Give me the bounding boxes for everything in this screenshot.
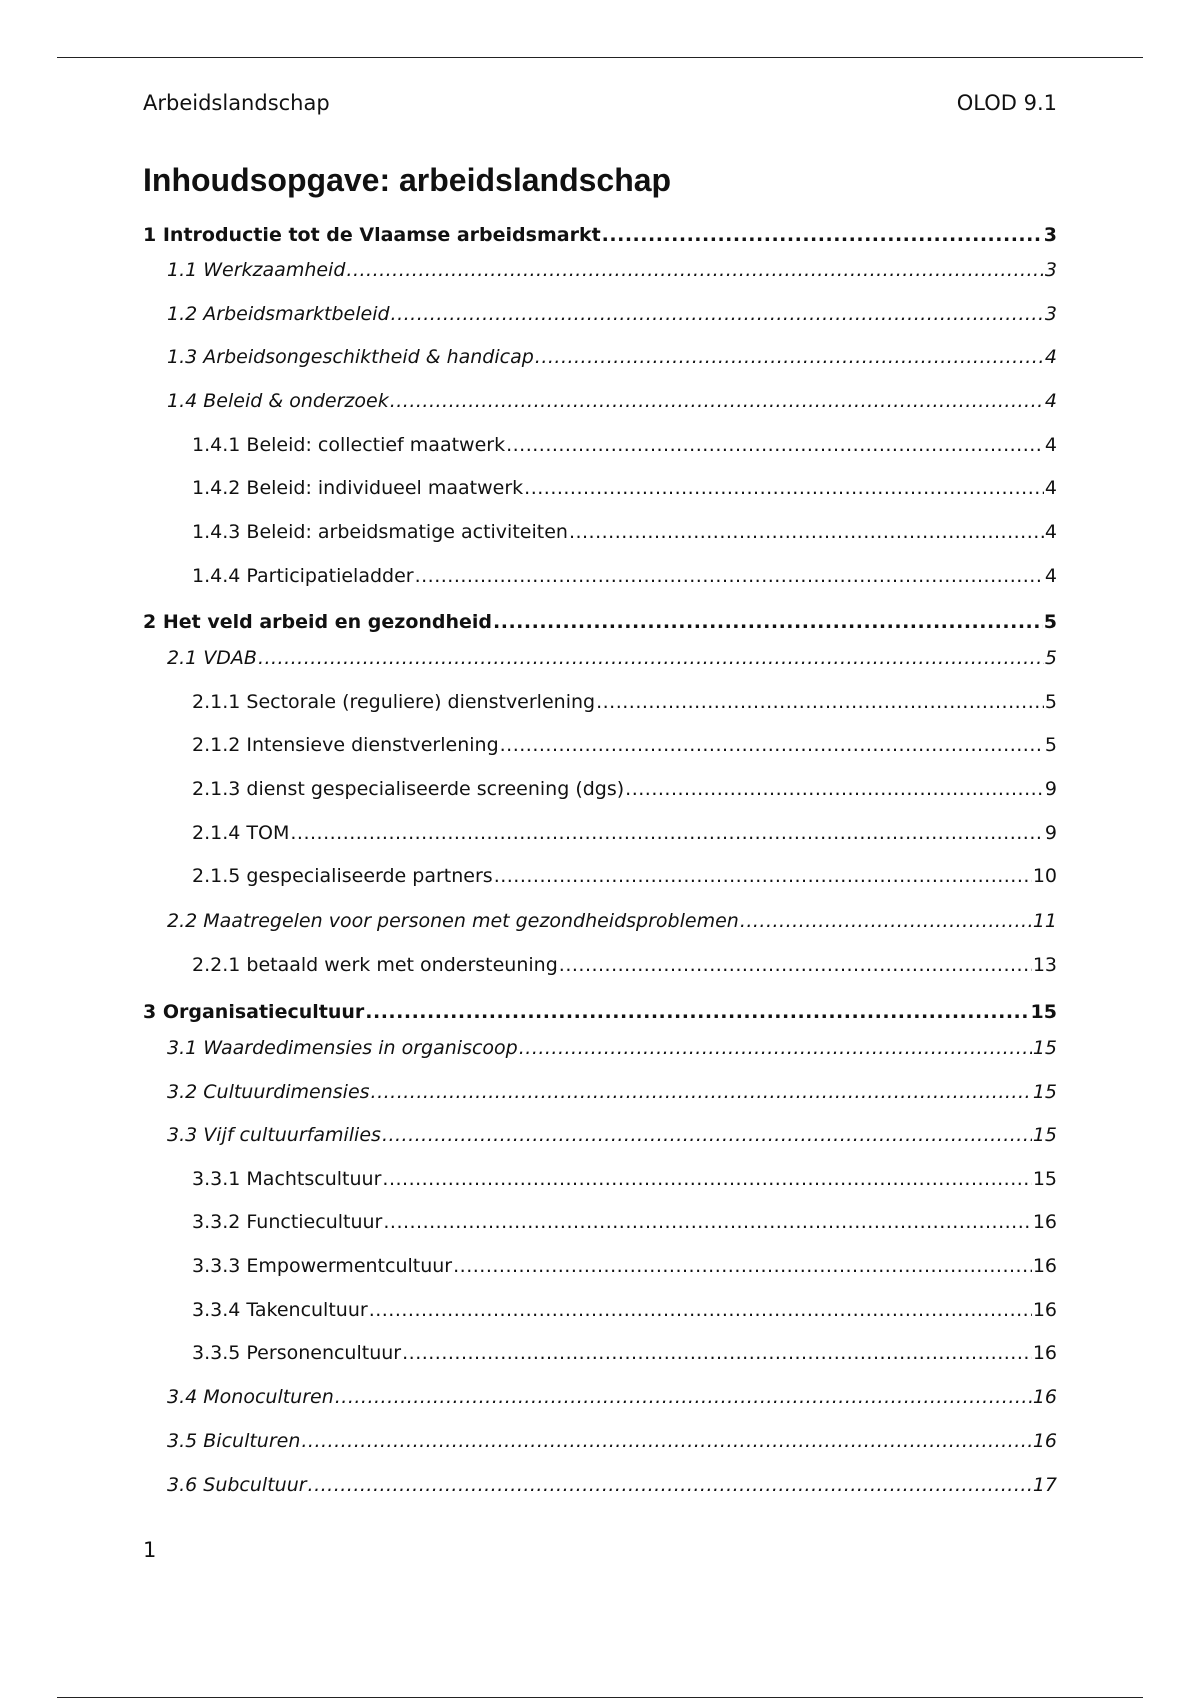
toc-dot-leader xyxy=(258,645,1044,671)
toc-dot-leader xyxy=(569,519,1044,545)
toc-entry-page: 13 xyxy=(1032,954,1057,976)
toc-entry[interactable] xyxy=(192,1209,1057,1235)
toc-entry[interactable] xyxy=(143,999,1057,1025)
toc-entry-title: Subcultuur xyxy=(203,1474,307,1496)
toc-entry[interactable] xyxy=(167,344,1057,370)
toc-entry-number: 3 xyxy=(143,1001,157,1023)
toc-dot-leader xyxy=(369,1297,1032,1323)
toc-entry-number: 1.3 xyxy=(167,346,198,368)
toc-entry[interactable] xyxy=(192,952,1057,978)
toc-entry-page: 15 xyxy=(1032,1168,1057,1190)
toc-entry-page: 16 xyxy=(1032,1430,1057,1452)
toc-dot-leader xyxy=(453,1253,1032,1279)
toc-entry-page: 4 xyxy=(1044,346,1057,368)
toc-dot-leader xyxy=(382,1122,1032,1148)
toc-entry-page: 4 xyxy=(1044,565,1057,587)
toc-entry-number: 2.1.1 xyxy=(192,691,241,713)
toc-entry-title: Beleid: collectief maatwerk xyxy=(246,434,506,456)
toc-entry-page: 15 xyxy=(1030,1001,1057,1023)
toc-dot-leader xyxy=(506,432,1044,458)
toc-entry-title: TOM xyxy=(246,822,290,844)
header-rule xyxy=(57,57,1143,58)
toc-entry-number: 3.3.2 xyxy=(192,1211,241,1233)
toc-entry[interactable] xyxy=(192,1340,1057,1366)
toc-entry[interactable] xyxy=(192,563,1057,589)
toc-entry-number: 3.3.4 xyxy=(192,1299,241,1321)
toc-entry-page: 11 xyxy=(1032,910,1057,932)
toc-entry-number: 2.1.5 xyxy=(192,865,241,887)
toc-entry[interactable] xyxy=(192,820,1057,846)
toc-entry-title: Monoculturen xyxy=(203,1386,334,1408)
header-course-code: OLOD 9.1 xyxy=(956,91,1057,115)
toc-entry[interactable] xyxy=(167,1079,1057,1105)
toc-entry-title: Empowermentcultuur xyxy=(246,1255,453,1277)
toc-entry-title: Maatregelen voor personen met gezondheidsproblemen xyxy=(203,910,739,932)
toc-entry-title: VDAB xyxy=(203,647,257,669)
toc-entry-number: 2 xyxy=(143,611,157,633)
toc-dot-leader xyxy=(290,820,1044,846)
toc-entry-page: 5 xyxy=(1043,611,1057,633)
toc-entry-title: Beleid: individueel maatwerk xyxy=(246,477,524,499)
toc-dot-leader xyxy=(500,732,1044,758)
toc-entry-number: 1.2 xyxy=(167,303,198,325)
toc-entry[interactable] xyxy=(192,432,1057,458)
toc-entry-page: 15 xyxy=(1032,1081,1057,1103)
toc-entry-number: 3.1 xyxy=(167,1037,198,1059)
toc-entry-title: Arbeidsmarktbeleid xyxy=(203,303,390,325)
toc-entry-number: 1.4.4 xyxy=(192,565,241,587)
toc-entry-page: 17 xyxy=(1032,1474,1057,1496)
toc-entry[interactable] xyxy=(167,1428,1057,1454)
footer-rule xyxy=(57,1697,1143,1698)
toc-dot-leader xyxy=(335,1384,1032,1410)
toc-entry-title: Werkzaamheid xyxy=(203,259,346,281)
toc-entry-page: 4 xyxy=(1044,434,1057,456)
toc-entry[interactable] xyxy=(167,301,1057,327)
toc-entry-page: 3 xyxy=(1044,259,1057,281)
toc-entry-page: 4 xyxy=(1044,521,1057,543)
page-header xyxy=(143,90,1057,116)
toc-dot-leader xyxy=(415,563,1044,589)
toc-dot-leader xyxy=(524,475,1044,501)
toc-entry-page: 15 xyxy=(1032,1124,1057,1146)
toc-entry[interactable] xyxy=(167,257,1057,283)
toc-entry-page: 3 xyxy=(1044,303,1057,325)
toc-entry-title: Organisatiecultuur xyxy=(162,1001,365,1023)
page-title: Inhoudsopgave: arbeidslandschap xyxy=(143,162,672,198)
toc-entry-page: 9 xyxy=(1044,778,1057,800)
toc-entry-title: Waardedimensies in organiscoop xyxy=(203,1037,518,1059)
toc-entry-number: 1.4 xyxy=(167,390,198,412)
toc-entry[interactable] xyxy=(167,1472,1057,1498)
toc-entry[interactable] xyxy=(192,475,1057,501)
toc-entry-number: 2.2.1 xyxy=(192,954,241,976)
toc-entry[interactable] xyxy=(192,732,1057,758)
toc-entry-page: 9 xyxy=(1044,822,1057,844)
toc-dot-leader xyxy=(371,1079,1032,1105)
toc-entry[interactable] xyxy=(192,689,1057,715)
toc-entry-page: 4 xyxy=(1044,477,1057,499)
toc-entry-title: Personencultuur xyxy=(246,1342,402,1364)
footer-page-number: 1 xyxy=(143,1538,157,1562)
toc-entry-page: 16 xyxy=(1032,1211,1057,1233)
toc-entry-number: 3.3.1 xyxy=(192,1168,241,1190)
toc-entry-title: Introductie tot de Vlaamse arbeidsmarkt xyxy=(162,224,601,246)
toc-entry[interactable] xyxy=(192,776,1057,802)
toc-dot-leader xyxy=(494,863,1032,889)
toc-entry-title: Het veld arbeid en gezondheid xyxy=(162,611,493,633)
toc-entry-number: 3.2 xyxy=(167,1081,198,1103)
toc-entry-title: dienst gespecialiseerde screening (dgs) xyxy=(246,778,625,800)
toc-dot-leader xyxy=(308,1472,1032,1498)
toc-entry[interactable] xyxy=(167,645,1057,671)
toc-entry-title: Arbeidsongeschiktheid & handicap xyxy=(203,346,534,368)
toc-entry[interactable] xyxy=(192,1166,1057,1192)
toc-entry-title: Intensieve dienstverlening xyxy=(246,734,499,756)
toc-dot-leader xyxy=(301,1428,1031,1454)
toc-entry[interactable] xyxy=(167,1035,1057,1061)
toc-entry-number: 3.3.5 xyxy=(192,1342,241,1364)
toc-entry-number: 1.4.2 xyxy=(192,477,241,499)
toc-entry-title: gespecialiseerde partners xyxy=(246,865,493,887)
toc-entry-title: Functiecultuur xyxy=(246,1211,383,1233)
toc-entry-title: Machtscultuur xyxy=(246,1168,382,1190)
toc-entry-number: 1.4.3 xyxy=(192,521,241,543)
toc-entry-title: Sectorale (reguliere) dienstverlening xyxy=(246,691,596,713)
toc-entry-title: Beleid: arbeidsmatige activiteiten xyxy=(246,521,568,543)
toc-entry-page: 4 xyxy=(1044,390,1057,412)
toc-dot-leader xyxy=(382,1166,1031,1192)
toc-entry[interactable] xyxy=(192,1297,1057,1323)
toc-entry-page: 10 xyxy=(1032,865,1057,887)
toc-dot-leader xyxy=(535,344,1044,370)
toc-entry-number: 2.1.4 xyxy=(192,822,241,844)
toc-dot-leader xyxy=(596,689,1044,715)
toc-entry-page: 16 xyxy=(1032,1299,1057,1321)
toc-entry-number: 1 xyxy=(143,224,157,246)
toc-entry[interactable] xyxy=(167,1384,1057,1410)
toc-entry[interactable] xyxy=(192,519,1057,545)
toc-entry-title: Takencultuur xyxy=(246,1299,368,1321)
toc-entry-number: 2.1.3 xyxy=(192,778,241,800)
toc-dot-leader xyxy=(390,388,1044,414)
toc-entry-number: 3.4 xyxy=(167,1386,198,1408)
toc-dot-leader xyxy=(602,222,1043,248)
toc-dot-leader xyxy=(493,609,1043,635)
toc-entry-title: Vijf cultuurfamilies xyxy=(203,1124,381,1146)
toc-entry[interactable] xyxy=(143,222,1057,248)
toc-dot-leader xyxy=(365,999,1029,1025)
toc-entry-title: Cultuurdimensies xyxy=(203,1081,370,1103)
toc-entry-page: 16 xyxy=(1032,1386,1057,1408)
toc-dot-leader xyxy=(559,952,1032,978)
toc-entry-number: 2.2 xyxy=(167,910,198,932)
toc-dot-leader xyxy=(383,1209,1031,1235)
header-document-title: Arbeidslandschap xyxy=(143,91,330,115)
toc-entry[interactable] xyxy=(167,1122,1057,1148)
toc-entry-number: 2.1 xyxy=(167,647,198,669)
toc-entry-number: 2.1.2 xyxy=(192,734,241,756)
toc-entry-title: betaald werk met ondersteuning xyxy=(246,954,558,976)
toc-entry-page: 3 xyxy=(1043,224,1057,246)
toc-entry[interactable] xyxy=(143,609,1057,635)
toc-entry-page: 5 xyxy=(1044,734,1057,756)
toc-entry-page: 16 xyxy=(1032,1342,1057,1364)
toc-dot-leader xyxy=(740,908,1032,934)
toc-entry-number: 3.3 xyxy=(167,1124,198,1146)
toc-entry-number: 3.5 xyxy=(167,1430,198,1452)
toc-entry-number: 1.4.1 xyxy=(192,434,241,456)
toc-entry[interactable] xyxy=(167,388,1057,414)
toc-entry[interactable] xyxy=(192,1253,1057,1279)
toc-dot-leader xyxy=(625,776,1044,802)
toc-dot-leader xyxy=(391,301,1044,327)
toc-dot-leader xyxy=(519,1035,1032,1061)
toc-entry[interactable] xyxy=(167,908,1057,934)
toc-entry-page: 5 xyxy=(1044,647,1057,669)
toc-entry-title: Biculturen xyxy=(203,1430,301,1452)
toc-entry-title: Participatieladder xyxy=(246,565,414,587)
toc-dot-leader xyxy=(346,257,1044,283)
toc-entry-page: 5 xyxy=(1044,691,1057,713)
toc-entry-number: 3.6 xyxy=(167,1474,198,1496)
toc-entry-number: 3.3.3 xyxy=(192,1255,241,1277)
toc-entry-number: 1.1 xyxy=(167,259,198,281)
toc-entry-title: Beleid & onderzoek xyxy=(203,390,389,412)
toc-dot-leader xyxy=(402,1340,1032,1366)
toc-entry-page: 16 xyxy=(1032,1255,1057,1277)
toc-entry-page: 15 xyxy=(1032,1037,1057,1059)
toc-entry[interactable] xyxy=(192,863,1057,889)
